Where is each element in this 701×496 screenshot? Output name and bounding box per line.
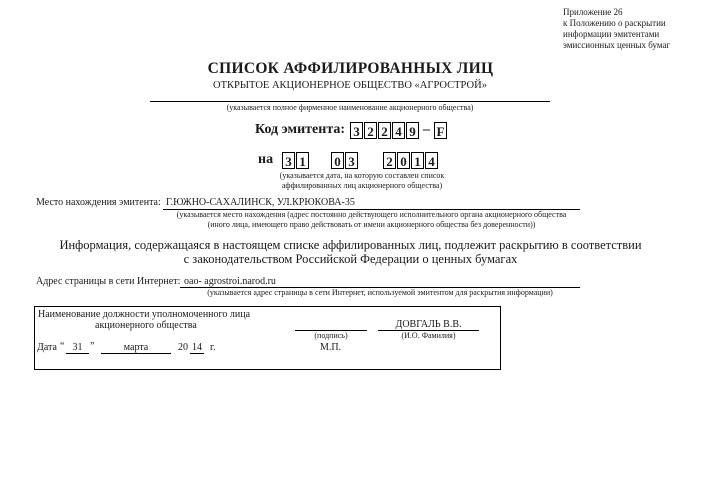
date-label: Дата: [37, 342, 57, 353]
stamp-mark: М.П.: [320, 342, 342, 353]
issuer-code-digit: 2: [378, 122, 391, 139]
date-year-digit: 2: [383, 152, 396, 169]
website-value: oao- agrostroi.narod.ru: [184, 276, 276, 287]
date-prefix: на: [258, 152, 274, 167]
website-label: Адрес страницы в сети Интернет:: [36, 276, 181, 287]
appendix-note: [563, 7, 698, 51]
issuer-code-digit: 3: [350, 122, 363, 139]
date-month-digit: 0: [331, 152, 344, 169]
location-hint-line: (указывается место нахождения (адрес постоянно действующего исполнительного органа акционерного общества: [176, 210, 567, 219]
position-title-line: Наименование должности уполномоченного лица: [38, 309, 251, 320]
signer-name: ДОВГАЛЬ В.В.: [395, 319, 462, 330]
location-hint: [163, 210, 580, 230]
issuer-code-letter: F: [434, 122, 447, 139]
position-title-line: акционерного общества: [95, 320, 197, 331]
date-month-digit: 3: [345, 152, 358, 169]
issuer-code-digit: 4: [392, 122, 405, 139]
disclosure-info: [0, 238, 701, 266]
date-hint-line: (указывается дата, на которую составлен список: [279, 171, 445, 180]
date-year-suffix: 14: [192, 342, 202, 353]
appendix-line: эмиссионных ценных бумаг: [563, 40, 671, 50]
company-underline: [150, 101, 550, 102]
issuer-code-digit: 2: [364, 122, 377, 139]
date-month: марта: [123, 342, 149, 353]
date-hint-line: аффилированных лиц акционерного общества): [281, 181, 443, 190]
signer-name-hint: (И.О. Фамилия): [401, 331, 456, 340]
date-day: 31: [72, 342, 83, 353]
issuer-code-digit: 9: [406, 122, 419, 139]
date-year-underline: [190, 353, 204, 354]
location-label: Место нахождения эмитента:: [36, 197, 161, 208]
document-title: СПИСОК АФФИЛИРОВАННЫХ ЛИЦ: [207, 60, 494, 77]
company-name: ОТКРЫТОЕ АКЦИОНЕРНОЕ ОБЩЕСТВО «АГРОСТРОЙ»: [213, 80, 487, 91]
issuer-code-label: Код эмитента:: [255, 122, 346, 137]
date-day-underline: [66, 353, 89, 354]
date-year-digit: 4: [425, 152, 438, 169]
date-open-quote: “: [60, 341, 65, 352]
signature-hint: (подпись): [314, 331, 348, 340]
date-hint: [262, 171, 462, 191]
date-year-digit: 0: [397, 152, 410, 169]
issuer-code-separator: –: [423, 122, 430, 137]
appendix-line: информации эмитентами: [563, 29, 660, 39]
location-value: Г.ЮЖНО-САХАЛИНСК, УЛ.КРЮКОВА-35: [166, 197, 355, 208]
disclosure-info-line: Информация, содержащаяся в настоящем списке аффилированных лиц, подлежит раскрытию в соответствии: [59, 238, 642, 252]
date-month-underline: [101, 353, 171, 354]
website-hint: (указывается адрес страницы в сети Интернет, используемой эмитентом для раскрытия информации): [207, 288, 553, 297]
appendix-line: к Положению о раскрытии: [563, 18, 666, 28]
date-year-unit: г.: [210, 342, 216, 353]
date-close-quote: ”: [90, 341, 95, 352]
date-day-digit: 1: [296, 152, 309, 169]
date-day-digit: 3: [282, 152, 295, 169]
location-hint-line: (иного лица, имеющего право действовать от имени акционерного общества без доверенности)): [207, 220, 536, 229]
company-hint: (указывается полное фирменное наименование акционерного общества): [226, 103, 474, 112]
date-year-prefix: 20: [178, 342, 188, 353]
date-year-digit: 1: [411, 152, 424, 169]
disclosure-info-line: с законодательством Российской Федерации о ценных бумагах: [183, 252, 518, 266]
appendix-line: Приложение 26: [563, 7, 623, 17]
